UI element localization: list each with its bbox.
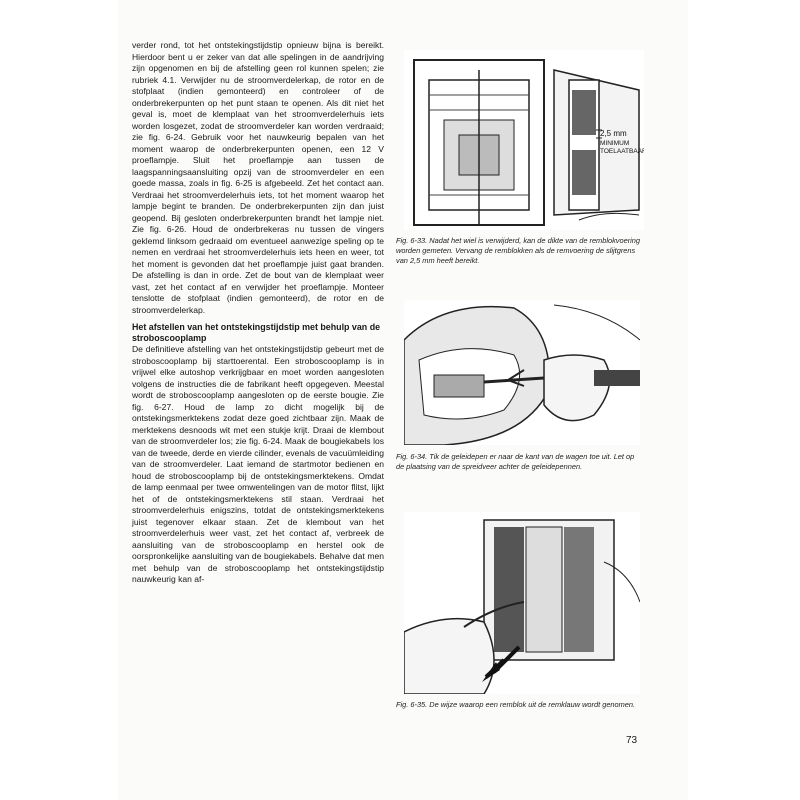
section-heading: Het afstellen van het ontstekingstijdstip met behulp van de stroboscooplamp xyxy=(132,322,381,343)
brake-pad-removal-illustration xyxy=(404,512,640,694)
figure-6-34 xyxy=(404,300,640,445)
left-text-column xyxy=(132,40,384,586)
body-paragraph-1: verder rond, tot het ontstekingstijdstip opnieuw bijna is bereikt. Hierdoor bent u er zeker van dat alle spelingen in de aandrijving zijn opgenomen en bij de afstelling geen rol kunnen spelen; zie rubriek 4.1. Verwijder nu de stroomverdelerkap, de rotor en de stofplaat (indien gemonteerd) en controleer of de onderbrekerpunten op het punt staan te openen. Als dit niet het geval is, moet de klemplaat van het stroomverdelerhuis iets worden losgezet, zodat de stroomverdeler kan worden verdraaid; zie fig. 6-24. Gebruik voor het nauwkeurig bepalen van het moment waarop de onderbrekerpunten openen, een 12 V proeflampje. Sluit het proeflampje aan tussen de laagspanningsaansluiting opzij van de stroomverdeler en een goede massa, zoals in fig. 6-25 is afgebeeld. Zet het contact aan. Verdraai het stroomverdelerhuis iets, tot het moment waarop het lampje begint te branden. De onderbrekerpunten zijn dan juist geopend. Bij gesloten onderbrekerpunten brandt het lampje niet. Zie fig. 6-26. Houd de onderbrekeras nu tussen de vingers geklemd linksom gedraaid om eventueel aanwezige speling op te nemen en verdraai het stroomverdelerhuis iets heen en weer, tot het moment is gevonden dat het proeflampje juist gaat branden. De afstelling is dan in orde. Zet de bout van de klemplaat weer vast, zet het contact af en verwijder het proeflampje. Monteer tenslotte de stofplaat (indien gemonteerd), de rotor en de stroomverdelerkap. xyxy=(132,40,384,315)
figure-6-33 xyxy=(404,50,644,230)
figure-6-34-caption: Fig. 6-34. Tik de geleidepen er naar de kant van de wagen toe uit. Let op de plaatsing van de spreidveer achter de geleidepennen. xyxy=(396,452,635,471)
page-number: 73 xyxy=(626,735,638,746)
figure-6-35-caption: Fig. 6-35. De wijze waarop een remblok uit de remklauw wordt genomen. xyxy=(396,700,636,709)
body-paragraph-2: De definitieve afstelling van het ontstekingstijdstip gebeurt met de stroboscooplamp bij starttoerental. Een stroboscooplamp is in vrijwel elke autoshop verkrijgbaar en moet worden aangesloten volgens de instructies die de fabrikant heeft opgegeven. Meestal wordt de stroboscooplamp aangesloten op de eerste bougie. Zie fig. 6-27. Houd de lamp zo dicht mogelijk bij de ontstekingsmerktekens zodat deze goed zichtbaar zijn. Maak de merktekens desnoods wit met een stukje krijt. Draai de klembout van de stroomverdeler los; zie fig. 6-24. Maak de bougiekabels los van de tweede, derde en vierde cilinder, evenals de vacuümleiding van de stroomverdeler. Laat iemand de startmotor bedienen en houd de stroboscooplamp bij de ontstekingsmerktekens. Omdat de lamp eenmaal per twee omwentelingen van de motor flitst, lijkt het of de ontstekingsmerktekens stil staan. Verdraai het stroomverdelerhuis enigszins, totdat de ontstekingsmerktekens juist tegenover elkaar staan. Zet de klembout van het stroomverdelerhuis weer vast, zet het contact af, verbreek de aansluiting van de stroboscooplamp en herstel ook de oorspronkelijke aansluiting van de bougiekabels. Behalve dat men met behulp van de stroboscooplamp het ontstekingstijdstip nauwkeurig kan af- xyxy=(132,344,384,584)
guide-pin-illustration xyxy=(404,300,640,445)
brake-pad-illustration xyxy=(404,50,644,230)
wear-limit-label-3: TOELAATBAAR xyxy=(600,148,644,155)
wear-limit-label-2: MINIMUM xyxy=(600,140,630,147)
figure-6-35 xyxy=(404,512,640,694)
wear-limit-label: 2,5 mm xyxy=(600,129,627,138)
figure-6-33-caption: Fig. 6-33. Nadat het wiel is verwijderd, kan de dikte van de remblokvoering worden gemeten. Vervang de remblokken als de remvoering de slijtgrens van 2,5 mm heeft bereikt. xyxy=(396,236,641,265)
